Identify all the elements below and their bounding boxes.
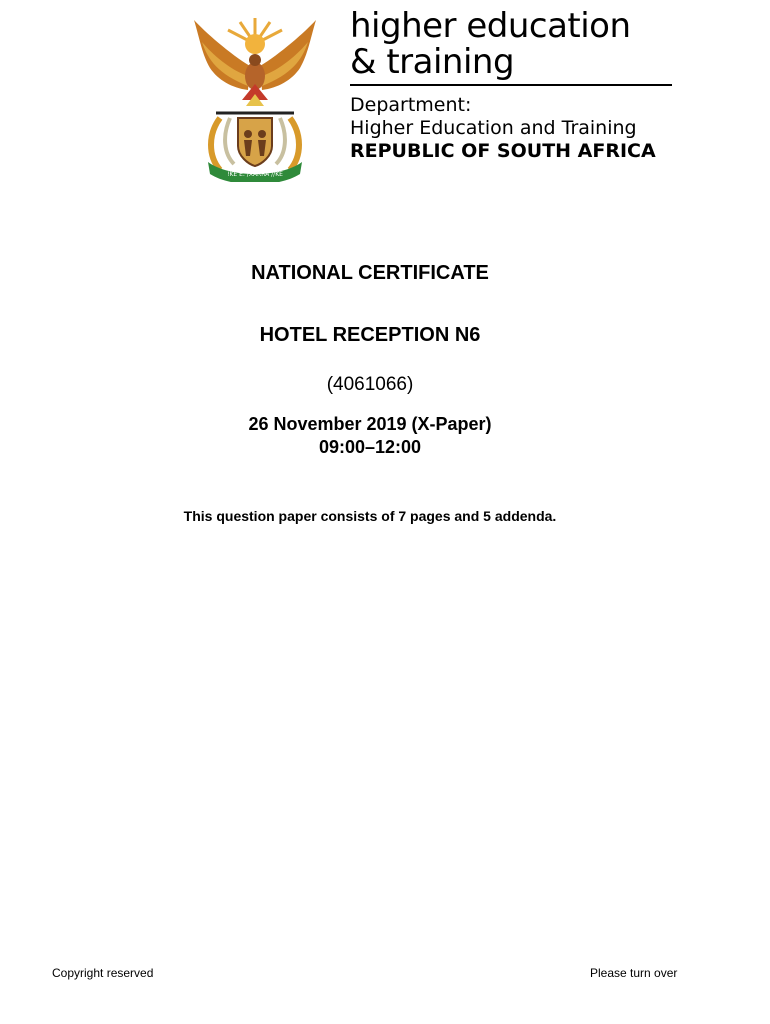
subject-title: HOTEL RECEPTION N6 [259,324,481,346]
brand-divider [350,84,672,86]
certificate-title: NATIONAL CERTIFICATE [251,262,489,284]
document-header [0,0,770,190]
exam-date: 26 November 2019 (X-Paper) [248,414,492,434]
brand-line-1: higher education [350,6,631,46]
turn-over-notice: Please turn over [590,966,678,980]
coat-of-arms-icon [190,14,320,182]
copyright-notice: Copyright reserved [52,966,154,980]
svg-text:!KE E: /XARRA //KE: !KE E: /XARRA //KE [227,171,283,178]
paper-info: This question paper consists of 7 pages and 5 addenda. [183,508,557,524]
paper-code: (4061066) [326,374,414,395]
department-label: Department: [350,94,472,116]
country-name: REPUBLIC OF SOUTH AFRICA [350,140,656,162]
brand-line-2: & training [350,42,515,82]
exam-time: 09:00–12:00 [318,437,422,457]
department-branding [350,8,675,163]
department-name: Higher Education and Training [350,117,637,139]
